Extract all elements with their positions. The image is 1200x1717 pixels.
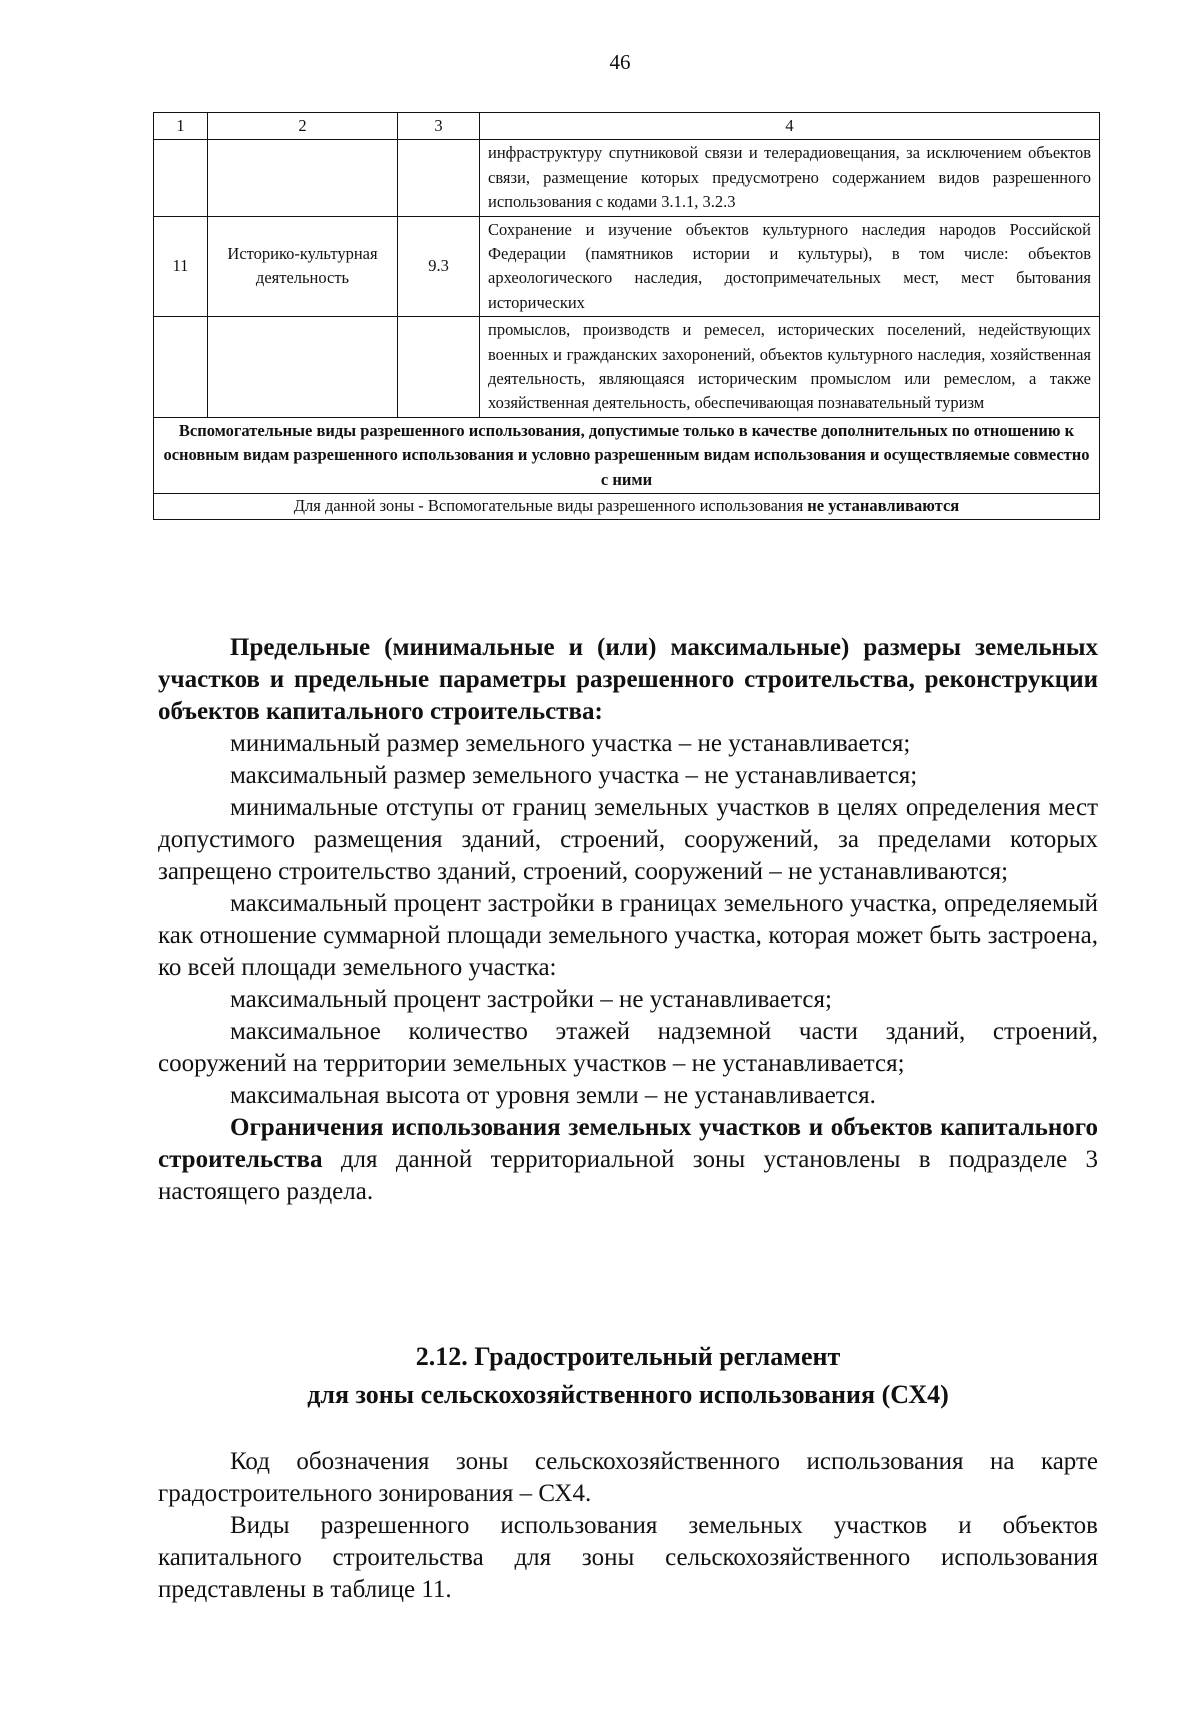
table-cell-code: 9.3 <box>398 216 480 317</box>
table-cell <box>398 140 480 216</box>
table-cell <box>208 317 398 418</box>
zone-code-paragraph: Код обозначения зоны сельскохозяйственного использования на карте градостроительного зонирования – СХ4. <box>158 1448 1098 1507</box>
limits-item: минимальные отступы от границ земельных участков в целях определения мест допустимого размещения зданий, строений, сооружений, за пределами которых запрещено строительство зданий, строений, сооружений – не устанавливаются; <box>158 794 1098 885</box>
section-title-line: для зоны сельскохозяйственного использования (СХ4) <box>307 1380 949 1409</box>
auxiliary-uses-heading: Вспомогательные виды разрешенного использования, допустимые только в качестве дополнительных по отношению к основным видам разрешенного использования и условно разрешенным видам использования и осуществляемые совместно с ними <box>154 417 1100 493</box>
table-row <box>154 494 1100 519</box>
table-row <box>154 417 1100 493</box>
section-body <box>158 1446 1098 1606</box>
table-cell <box>154 140 208 216</box>
limits-item: максимальное количество этажей надземной части зданий, строений, сооружений на территории земельных участков – не устанавливается; <box>158 1018 1098 1077</box>
table-row <box>154 317 1100 418</box>
land-use-table <box>153 112 1100 520</box>
table-cell-description: инфраструктуру спутниковой связи и телерадиовещания, за исключением объектов связи, размещение которых предусмотрено содержанием видов разрешенного использования с кодами 3.1.1, 3.2.3 <box>480 140 1100 216</box>
limits-item: максимальный размер земельного участка – не устанавливается; <box>230 762 918 789</box>
limits-item: максимальный процент застройки – не устанавливается; <box>230 986 832 1013</box>
auxiliary-uses-row <box>154 494 1100 519</box>
table-header-cell: 2 <box>208 113 398 140</box>
table-header-cell: 1 <box>154 113 208 140</box>
section-title <box>158 1338 1098 1414</box>
table-cell <box>154 317 208 418</box>
table-header-row <box>154 113 1100 140</box>
restrictions-bold: Ограничения использования земельных участков и объектов капитального строительства <box>158 1114 1098 1173</box>
limits-item: максимальный процент застройки в границах земельного участка, определяемый как отношение суммарной площади земельного участка, которая может быть застроена, ко всей площади земельного участка: <box>158 890 1098 981</box>
limits-section <box>158 632 1098 1208</box>
page-number: 46 <box>609 50 631 74</box>
restrictions-paragraph <box>158 1112 1098 1208</box>
table-cell <box>398 317 480 418</box>
limits-item: минимальный размер земельного участка – не устанавливается; <box>230 730 911 757</box>
table-header-cell: 3 <box>398 113 480 140</box>
table-cell-use-type: Историко-культурная деятельность <box>208 216 398 317</box>
table-row <box>154 216 1100 317</box>
limits-item: максимальная высота от уровня земли – не устанавливается. <box>230 1082 876 1109</box>
limits-heading: Предельные (минимальные и (или) максимальные) размеры земельных участков и предельные параметры разрешенного строительства, реконструкции объектов капитального строительства: <box>158 634 1098 725</box>
restrictions-text: для данной территориальной зоны установлены в подразделе 3 настоящего раздела. <box>158 1146 1098 1205</box>
table-row <box>154 140 1100 216</box>
auxiliary-uses-text: Для данной зоны - Вспомогательные виды разрешенного использования <box>293 496 808 516</box>
table-cell-number: 11 <box>154 216 208 317</box>
table-header-cell: 4 <box>480 113 1100 140</box>
table-cell <box>208 140 398 216</box>
permitted-uses-paragraph: Виды разрешенного использования земельных участков и объектов капитального строительства для зоны сельскохозяйственного использования представлены в таблице 11. <box>158 1512 1098 1603</box>
table-cell-description: Сохранение и изучение объектов культурного наследия народов Российской Федерации (памятников истории и культуры), в том числе: объектов археологического наследия, достопримечательных мест, мест бытования исторических <box>480 216 1100 317</box>
table-cell-description: промыслов, производств и ремесел, исторических поселений, недействующих военных и гражданских захоронений, объектов культурного наследия, хозяйственная деятельность, являющаяся историческим промыслом или ремеслом, а также хозяйственная деятельность, обеспечивающая познавательный туризм <box>480 317 1100 418</box>
auxiliary-uses-status: не устанавливаются <box>807 496 960 516</box>
section-title-line: 2.12. Градостроительный регламент <box>415 1342 841 1371</box>
